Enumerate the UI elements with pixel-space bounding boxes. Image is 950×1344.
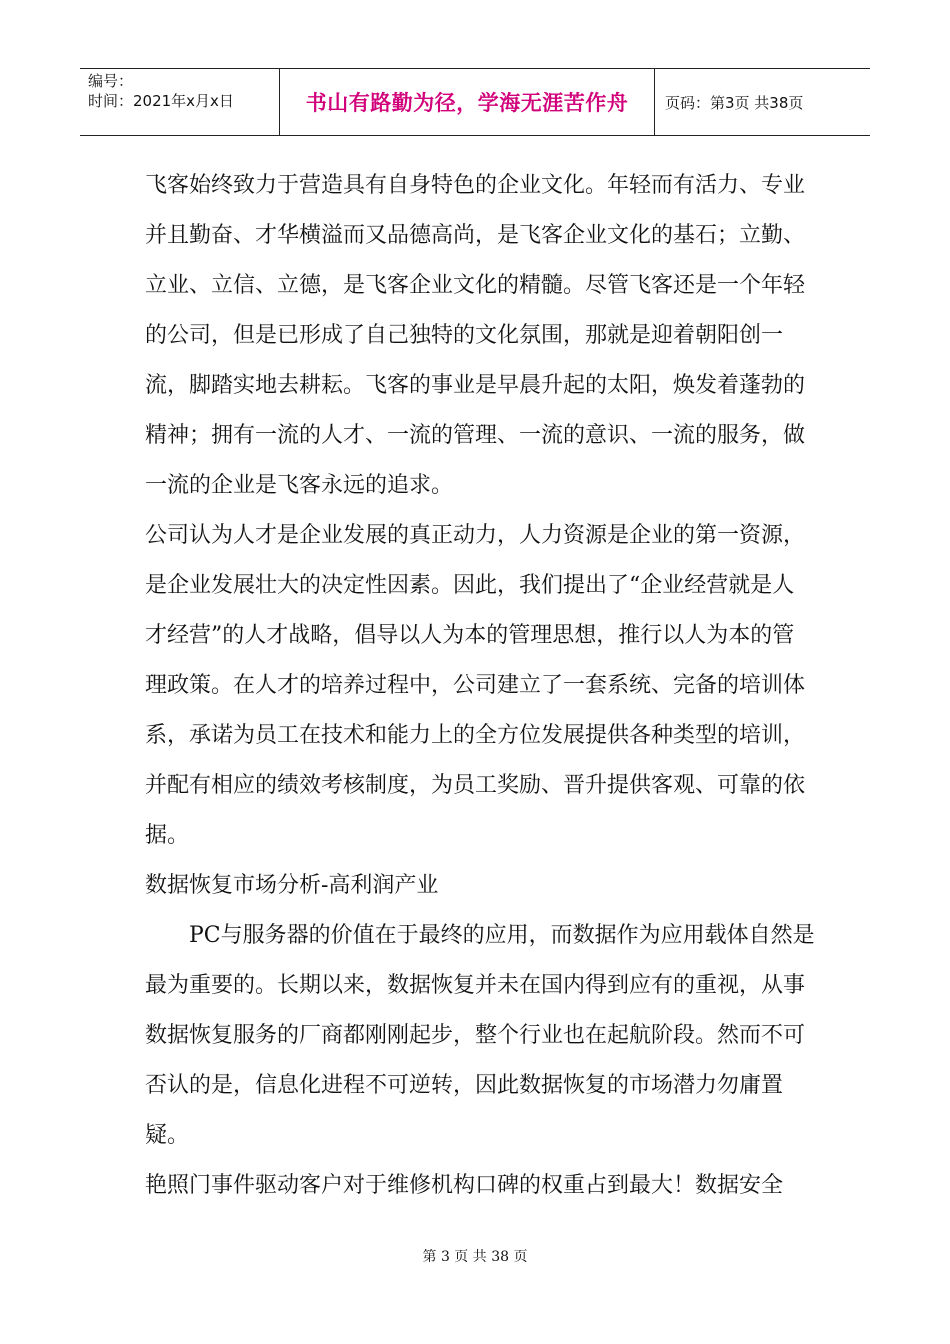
paragraph-talent-strategy: 公司认为人才是企业发展的真正动力，人力资源是企业的第一资源，是企业发展壮大的决定性因素。因此，我们提出了“企业经营就是人才经营”的人才战略，倡导以人为本的管理思想，推行以人为本的管理政策。在人才的培养过程中，公司建立了一套系统、完备的培训体系，承诺为员工在技术和能力上的全方位发展提供各种类型的培训，并配有相应的绩效考核制度，为员工奖励、晋升提供客观、可靠的依据。 — [145, 523, 806, 848]
document-body — [145, 161, 815, 1211]
document-number-label: 编号： — [88, 72, 134, 90]
section-heading: 数据恢复市场分析-高利润产业 — [145, 873, 439, 898]
page-footer: 第 3 页 共 38 页 — [422, 1249, 528, 1265]
paragraph-continuation: 艳照门事件驱动客户对于维修机构口碑的权重占到最大！数据安全 — [145, 1173, 784, 1198]
document-time-label: 时间：2021年x月x日 — [88, 92, 234, 110]
page-header — [80, 68, 870, 136]
header-page-label: 页码：第3页 共38页 — [665, 93, 804, 112]
paragraph-corporate-culture: 飞客始终致力于营造具有自身特色的企业文化。年轻而有活力、专业并且勤奋、才华横溢而又品德高尚，是飞客企业文化的基石；立勤、立业、立信、立德，是飞客企业文化的精髓。尽管飞客还是一个年轻的公司，但是已形成了自己独特的文化氛围，那就是迎着朝阳创一流，脚踏实地去耕耘。飞客的事业是早晨升起的太阳，焕发着蓬勃的精神；拥有一流的人才、一流的管理、一流的意识、一流的服务，做一流的企业是飞客永远的追求。 — [145, 173, 806, 498]
header-meta — [80, 69, 280, 135]
paragraph-market-analysis: PC与服务器的价值在于最终的应用，而数据作为应用载体自然是最为重要的。长期以来，数据恢复并未在国内得到应有的重视，从事数据恢复服务的厂商都刚刚起步，整个行业也在起航阶段。然而不可否认的是，信息化进程不可逆转，因此数据恢复的市场潜力勿庸置疑。 — [145, 923, 815, 1148]
header-motto: 书山有路勤为径，学海无涯苦作舟 — [280, 69, 655, 135]
